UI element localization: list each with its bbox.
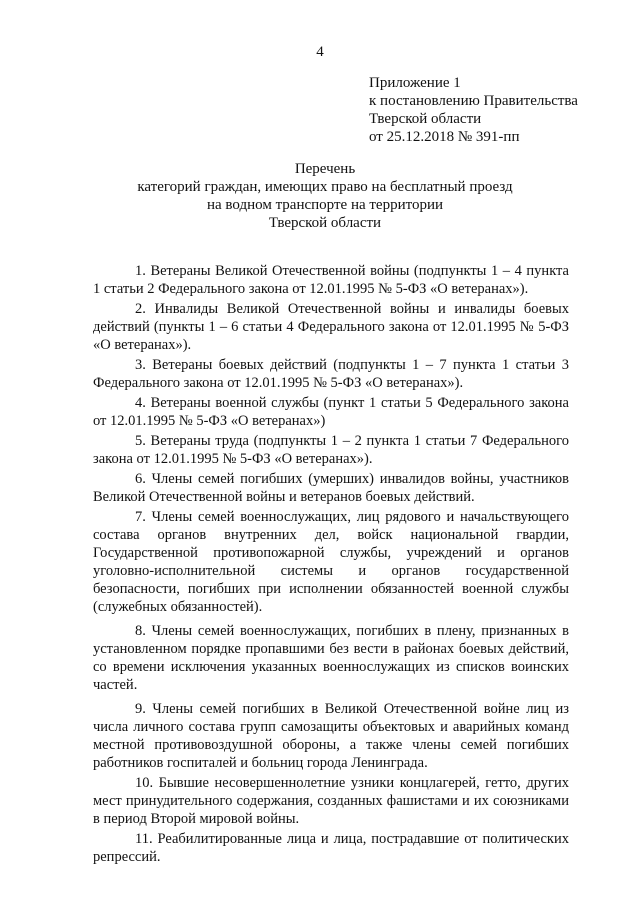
category-list <box>93 262 569 868</box>
list-item: 9. Члены семей погибших в Великой Отечественной войне лиц из числа личного состава групп самозащиты объектовых и аварийных команд местной противовоздушной обороны, а также члены семей погибших работников госпиталей и больниц города Ленинграда. <box>93 701 569 771</box>
list-item: 4. Ветераны военной службы (пункт 1 статьи 5 Федерального закона от 12.01.1995 № 5-ФЗ «О ветеранах») <box>93 395 569 429</box>
list-item: 6. Члены семей погибших (умерших) инвалидов войны, участников Великой Отечественной войны и ветеранов боевых действий. <box>93 471 569 505</box>
list-item: 11. Реабилитированные лица и лица, пострадавшие от политических репрессий. <box>93 831 569 865</box>
list-item: 1. Ветераны Великой Отечественной войны (подпункты 1 – 4 пункта 1 статьи 2 Федерального закона от 12.01.1995 № 5-ФЗ «О ветеранах»). <box>93 263 569 297</box>
list-item: 7. Члены семей военнослужащих, лиц рядового и начальствующего состава органов внутренних дел, войск национальной гвардии, Государственной противопожарной службы, учреждений и органов уголовно-исполнительной системы и органов государственной безопасности, погибших при исполнении обязанностей военной службы (служебных обязанностей). <box>93 509 569 615</box>
list-item: 8. Члены семей военнослужащих, погибших в плену, признанных в установленном порядке пропавшими без вести в районах боевых действий, со времени исключения указанных военнослужащих из списков воинских частей. <box>93 623 569 693</box>
list-item: 5. Ветераны труда (подпункты 1 – 2 пункта 1 статьи 7 Федерального закона от 12.01.1995 № 5-ФЗ «О ветеранах»). <box>93 433 569 467</box>
list-item: 10. Бывшие несовершеннолетние узники концлагерей, гетто, других мест принудительного содержания, созданных фашистами и их союзниками в период Второй мировой войны. <box>93 775 569 827</box>
title-line: Тверской области <box>268 215 382 231</box>
title-line: Перечень <box>294 161 356 177</box>
title-line: категорий граждан, имеющих право на бесплатный проезд <box>137 179 513 195</box>
title-line: на водном транспорте на территории <box>206 197 444 213</box>
appendix-line: от 25.12.2018 № 391-пп <box>369 129 520 145</box>
page-number: 4 <box>316 44 324 60</box>
list-item: 3. Ветераны боевых действий (подпункты 1 – 7 пункта 1 статьи 3 Федерального закона от 12.01.1995 № 5-ФЗ «О ветеранах»). <box>93 357 569 391</box>
document-title <box>90 160 560 232</box>
appendix-line: к постановлению Правительства <box>369 93 578 109</box>
list-item: 2. Инвалиды Великой Отечественной войны и инвалиды боевых действий (пункты 1 – 6 статьи 4 Федерального закона от 12.01.1995 № 5-ФЗ «О ветеранах»). <box>93 301 569 353</box>
appendix-line: Тверской области <box>369 111 482 127</box>
appendix-header <box>369 74 619 146</box>
appendix-line: Приложение 1 <box>369 75 461 91</box>
